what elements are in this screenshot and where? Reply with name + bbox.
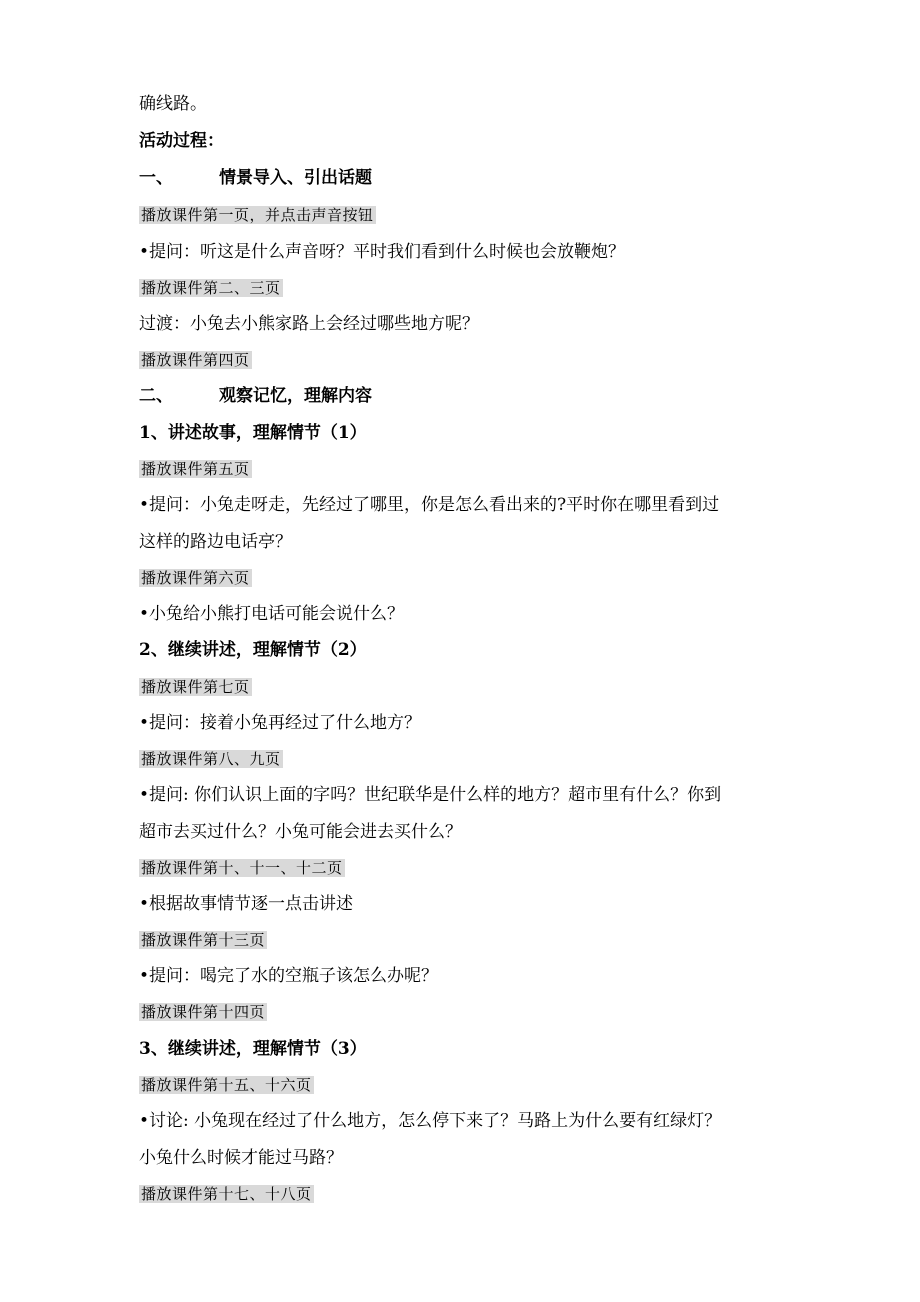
paragraph-line	[139, 312, 479, 336]
line-text: 播放课件第六页	[141, 569, 250, 587]
line-text: 播放课件第十、十一、十二页	[141, 859, 343, 877]
section-number: 二、	[139, 386, 173, 406]
subheading	[139, 1037, 367, 1061]
line-text: 3、继续讲述，理解情节（3）	[139, 1039, 367, 1059]
line-text: 过渡：小兔去小熊家路上会经过哪些地方呢？	[139, 314, 479, 334]
courseware-instruction	[139, 856, 345, 880]
paragraph-line	[139, 493, 719, 517]
line-text: •提问：喝完了水的空瓶子该怎么办呢？	[139, 966, 439, 986]
section-number: 一、	[139, 168, 173, 188]
line-text: 这样的路边电话亭？	[139, 532, 292, 552]
line-text: 播放课件第一页，并点击声音按钮	[141, 206, 374, 224]
courseware-instruction	[139, 1000, 267, 1024]
paragraph-line	[139, 530, 292, 554]
paragraph-line	[139, 711, 421, 735]
courseware-instruction	[139, 747, 283, 771]
paragraph-line	[139, 964, 438, 988]
courseware-instruction	[139, 566, 252, 590]
line-text: 确线路。	[139, 94, 207, 114]
subheading	[139, 129, 224, 153]
line-text: 播放课件第十七、十八页	[141, 1185, 312, 1203]
paragraph-line	[139, 892, 353, 916]
line-text: 1、讲述故事，理解情节（1）	[139, 423, 367, 443]
courseware-instruction	[139, 1182, 314, 1206]
subheading	[139, 421, 367, 445]
line-text: •提问: 你们认识上面的字吗？世纪联华是什么样的地方？超市里有什么？你到	[139, 785, 722, 805]
courseware-instruction	[139, 1073, 314, 1097]
line-text: 播放课件第八、九页	[141, 750, 281, 768]
line-text: 播放课件第五页	[141, 460, 250, 478]
line-text: 小兔什么时候才能过马路？	[139, 1148, 343, 1168]
line-text: 播放课件第七页	[141, 678, 250, 696]
courseware-instruction	[139, 457, 252, 481]
courseware-instruction	[139, 276, 283, 300]
line-text: •提问：接着小兔再经过了什么地方？	[139, 713, 422, 733]
subheading	[139, 638, 367, 662]
line-text: •小兔给小熊打电话可能会说什么？	[139, 604, 405, 624]
line-text: 播放课件第十四页	[141, 1003, 266, 1021]
section-title: 观察记忆，理解内容	[219, 386, 372, 406]
section-heading	[139, 384, 372, 408]
paragraph-line	[139, 820, 462, 844]
line-text: 播放课件第十五、十六页	[141, 1076, 312, 1094]
line-text: 播放课件第十三页	[141, 931, 266, 949]
line-text: •根据故事情节逐一点击讲述	[139, 894, 354, 914]
line-text: 活动过程：	[139, 131, 224, 151]
line-text: 超市去买过什么？小兔可能会进去买什么？	[139, 822, 462, 842]
line-text: 2、继续讲述，理解情节（2）	[139, 640, 367, 660]
paragraph-line	[139, 1146, 343, 1170]
line-text: •提问：小兔走呀走，先经过了哪里，你是怎么看出来的?平时你在哪里看到过	[139, 495, 720, 515]
paragraph-line	[139, 92, 207, 116]
courseware-instruction	[139, 928, 267, 952]
paragraph-line	[139, 240, 625, 264]
section-heading	[139, 166, 372, 190]
section-title: 情景导入、引出话题	[219, 168, 372, 188]
courseware-instruction	[139, 675, 252, 699]
courseware-instruction	[139, 203, 376, 227]
line-text: •讨论: 小兔现在经过了什么地方，怎么停下来了？马路上为什么要有红绿灯？	[139, 1111, 722, 1131]
paragraph-line	[139, 1109, 721, 1133]
courseware-instruction	[139, 348, 252, 372]
line-text: 播放课件第二、三页	[141, 279, 281, 297]
line-text: 播放课件第四页	[141, 351, 250, 369]
line-text: •提问：听这是什么声音呀？平时我们看到什么时候也会放鞭炮？	[139, 242, 626, 262]
paragraph-line	[139, 783, 721, 807]
paragraph-line	[139, 602, 404, 626]
